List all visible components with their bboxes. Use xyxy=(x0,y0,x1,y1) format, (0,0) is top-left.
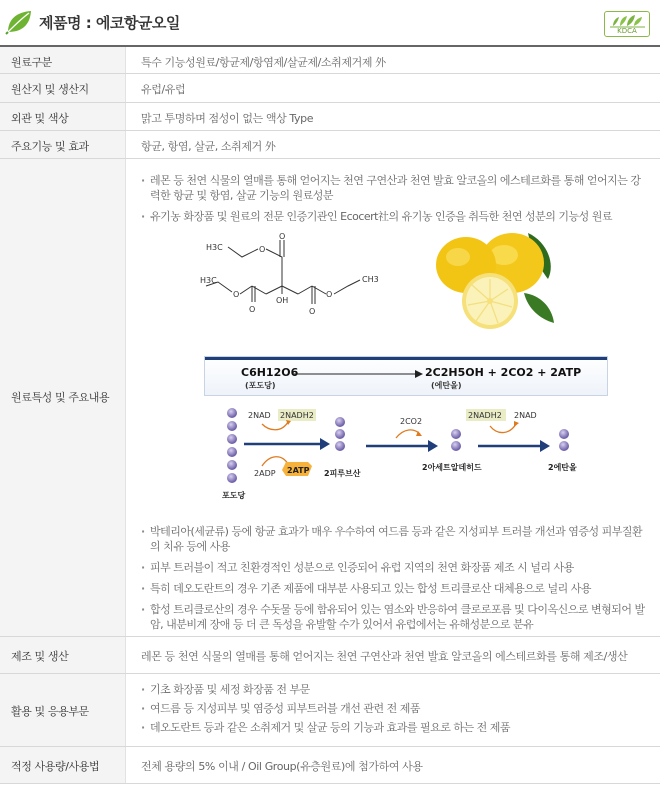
pyruvate-label: 2피루브산 xyxy=(324,469,361,478)
lemon-image xyxy=(428,223,558,333)
row-label: 원료구분 xyxy=(11,56,52,69)
nadh-label: 2NADH2 xyxy=(468,411,502,420)
row-source xyxy=(0,45,660,74)
nad-label: 2NAD xyxy=(514,411,537,420)
curve-arrow-icon xyxy=(262,422,288,430)
row-value: 항균, 항염, 살균, 소취제거 外 xyxy=(141,140,276,153)
row-value: 유럽/유럽 xyxy=(141,83,186,96)
row-label: 원산지 및 생산지 xyxy=(11,83,89,96)
application-list xyxy=(141,682,646,739)
pyruvate-molecule xyxy=(335,417,345,451)
o-label: O xyxy=(279,232,286,241)
equation-right-sub: (에탄올) xyxy=(431,381,462,390)
row-label: 주요기능 및 효과 xyxy=(11,140,89,153)
equation-left: C6H12O6 xyxy=(241,366,299,379)
row-value: 전체 용량의 5% 이내 / Oil Group(유층원료)에 첨가하여 사용 xyxy=(141,760,423,773)
kdca-logo-text: KDCA xyxy=(617,27,637,35)
oh-label: OH xyxy=(276,296,289,305)
o-label: O xyxy=(233,290,240,299)
adp-label: 2ADP xyxy=(254,469,276,478)
row-value: 맑고 투명하며 점성이 없는 액상 Type xyxy=(141,112,314,125)
o-label: O xyxy=(309,307,316,316)
leaf-icon xyxy=(5,9,33,35)
list-item: · 합성 트리클로산의 경우 수돗물 등에 함유되어 있는 염소와 반응하여 클로로포름 및 다이옥신으로 변형되어 발암, 내분비계 장애 등 더 큰 독성을 유발할 수가 있어서 유럽에서는 유해성분으로 분유 xyxy=(141,602,646,632)
curve-arrow-icon xyxy=(396,430,420,438)
row-label: 외관 및 색상 xyxy=(11,112,69,125)
list-item: · 피부 트러블이 적고 친환경적인 성분으로 인증되어 유럽 지역의 천연 화장품 제조 시 널리 사용 xyxy=(141,560,646,575)
list-item: · 기초 화장품 및 세정 화장품 전 부문 xyxy=(141,682,646,697)
features-top-list xyxy=(141,173,646,230)
list-item: · 레몬 등 천연 식물의 열매를 통해 얻어지는 천연 구연산과 천연 발효 알코올의 에스테르화를 통해 얻어지는 강력한 항균 및 항염, 살균 기능의 원료성분 xyxy=(141,173,646,203)
row-label: 활용 및 응용부문 xyxy=(11,705,89,718)
o-label: O xyxy=(249,305,256,314)
curve-arrow-icon xyxy=(490,424,516,433)
nadh-label: 2NADH2 xyxy=(280,411,314,420)
list-item: · 여드름 등 지성피부 및 염증성 피부트러블 개선 관련 전 제품 xyxy=(141,701,646,716)
h3c-top-label: H3C xyxy=(206,243,223,252)
ch3-right-label: CH3 xyxy=(362,275,379,284)
page-title: 제품명 : 에코항균오일 xyxy=(39,14,180,32)
row-label: 적정 사용량/사용법 xyxy=(11,760,100,773)
list-item: · 박테리아(세균류) 등에 항균 효과가 매우 우수하여 여드름 등과 같은 지성피부 트러블 개선과 염증성 피부질환의 치유 등에 사용 xyxy=(141,524,646,554)
row-origin xyxy=(0,74,660,103)
page-header xyxy=(0,0,660,42)
row-function xyxy=(0,131,660,159)
row-label: 제조 및 생산 xyxy=(11,650,69,663)
o-label: O xyxy=(326,290,333,299)
list-item: · 데오도란트 등과 같은 소취제거 및 살균 등의 기능과 효과를 필요로 하는 전 제품 xyxy=(141,720,646,735)
nad-label: 2NAD xyxy=(248,411,271,420)
fermentation-equation xyxy=(204,356,608,396)
row-appearance xyxy=(0,103,660,131)
features-diagram xyxy=(200,230,610,520)
glucose-label: 포도당 xyxy=(222,491,246,500)
curve-arrow-icon xyxy=(262,457,288,466)
ethanol-label: 2에탄올 xyxy=(548,463,577,472)
list-item: · 특히 데오도란트의 경우 기존 제품에 대부분 사용되고 있는 합성 트리클로산 대체용으로 널리 사용 xyxy=(141,581,646,596)
features-bottom-list xyxy=(141,524,646,638)
ethanol-molecule xyxy=(559,429,569,451)
row-value: 특수 기능성원료/항균제/항염제/살균제/소취제거제 外 xyxy=(141,56,386,69)
h3c-left-label: H3C xyxy=(200,276,217,285)
row-dosage xyxy=(0,747,660,784)
arrow-right-icon xyxy=(293,369,423,379)
acetaldehyde-label: 2아세트알데히드 xyxy=(422,463,482,472)
row-label: 원료특성 및 주요내용 xyxy=(11,391,110,404)
equation-right: 2C2H5OH + 2CO2 + 2ATP xyxy=(425,366,582,379)
atp-label: 2ATP xyxy=(287,466,310,475)
triethyl-citrate-structure xyxy=(200,230,420,330)
row-application xyxy=(0,674,660,747)
fermentation-pathway xyxy=(200,404,610,514)
equation-left-sub: (포도당) xyxy=(245,381,276,390)
row-value: 레몬 등 천연 식물의 열매를 통해 얻어지는 천연 구연산과 천연 발효 알코올의 에스테르화를 통해 제조/생산 xyxy=(141,650,628,663)
glucose-molecule xyxy=(227,408,237,483)
o-label: O xyxy=(259,245,266,254)
acetaldehyde-molecule xyxy=(451,429,461,451)
list-item: · 유기농 화장품 및 원료의 전문 인증기관인 Ecocert社의 유기농 인증을 취득한 천연 성분의 기능성 원료 xyxy=(141,209,646,224)
kdca-logo xyxy=(604,11,650,37)
co2-label: 2CO2 xyxy=(400,417,423,426)
row-manufacture xyxy=(0,637,660,674)
